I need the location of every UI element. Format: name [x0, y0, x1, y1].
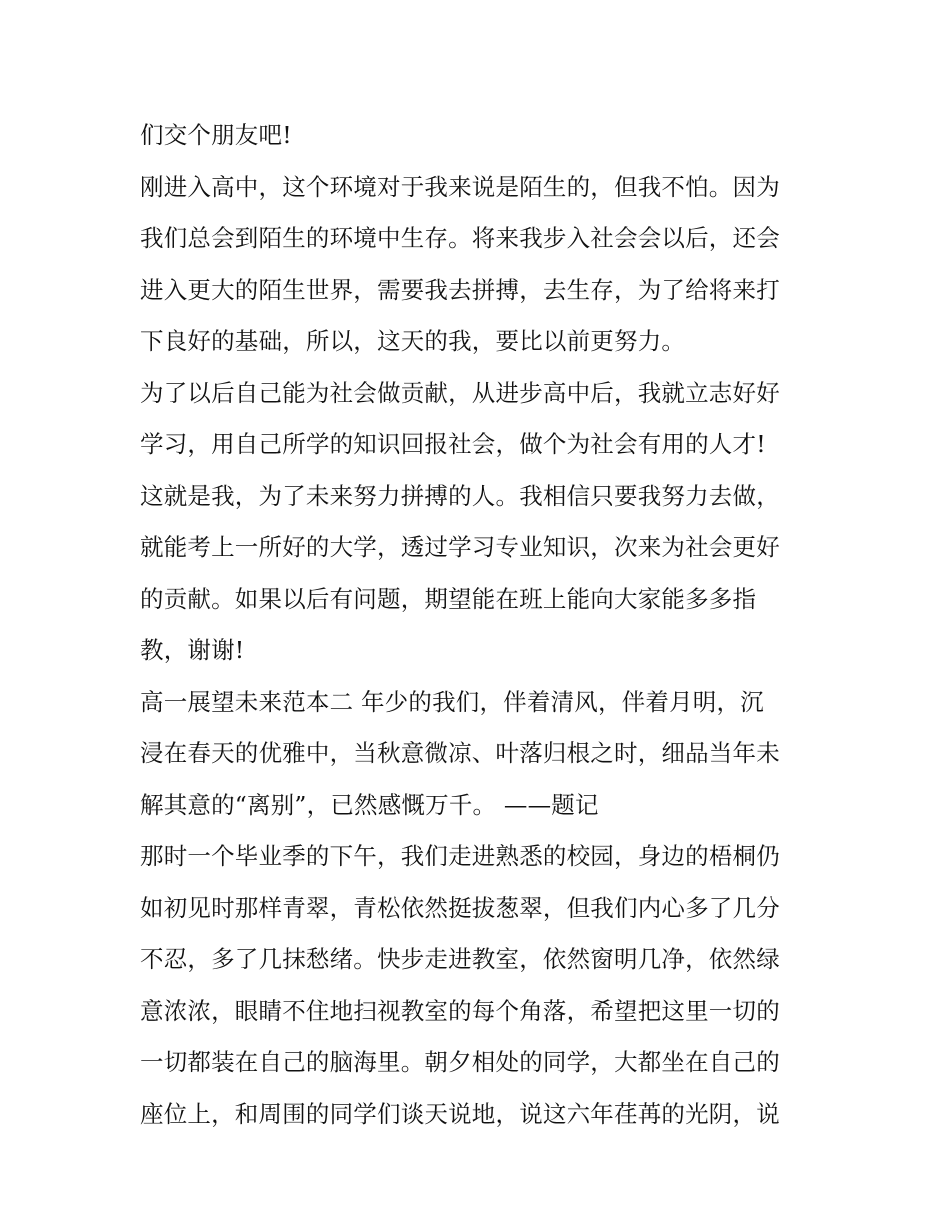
text-line: 高一展望未来范本二 年少的我们，伴着清风，伴着月明，沉	[140, 687, 764, 716]
text-line: 教，谢谢!	[140, 636, 245, 664]
text-line: 学习，用自己所学的知识回报社会，做个为社会有用的人才!	[140, 430, 766, 458]
text-line: 浸在春天的优雅中，当秋意微凉、叶落归根之时，细品当年未	[140, 739, 780, 767]
text-line: 一切都装在自己的脑海里。朝夕相处的同学，大都坐在自己的	[140, 1048, 780, 1076]
text-line: 们交个朋友吧!	[140, 121, 292, 149]
text-line: 不忍，多了几抹愁绪。快步走进教室，依然窗明几净，依然绿	[140, 945, 780, 973]
text-line: 进入更大的陌生世界，需要我去拼搏，去生存，为了给将来打	[140, 275, 780, 304]
text-line: 刚进入高中，这个环境对于我来说是陌生的，但我不怕。因为	[140, 172, 780, 201]
text-line: 的贡献。如果以后有问题，期望能在班上能向大家能多多指	[140, 584, 757, 613]
text-line: 就能考上一所好的大学，透过学习专业知识，次来为社会更好	[140, 533, 780, 561]
text-line: 意浓浓，眼睛不住地扫视教室的每个角落，希望把这里一切的	[140, 996, 780, 1025]
text-body	[140, 110, 820, 1140]
text-line: 解其意的“离别”，已然感慨万千。 ——题记	[140, 790, 599, 819]
text-line: 我们总会到陌生的环境中生存。将来我步入社会会以后，还会	[140, 224, 780, 252]
text-line: 为了以后自己能为社会做贡献，从进步高中后，我就立志好好	[140, 378, 780, 407]
text-line: 那时一个毕业季的下午，我们走进熟悉的校园，身边的梧桐仍	[140, 842, 780, 870]
text-line: 下良好的基础，所以，这天的我，要比以前更努力。	[140, 327, 686, 355]
text-line: 如初见时那样青翠，青松依然挺拔葱翠，但我们内心多了几分	[140, 893, 780, 922]
text-line: 这就是我，为了未来努力拼搏的人。我相信只要我努力去做，	[140, 481, 780, 510]
text-line: 座位上，和周围的同学们谈天说地，说这六年荏苒的光阴，说	[140, 1099, 780, 1128]
